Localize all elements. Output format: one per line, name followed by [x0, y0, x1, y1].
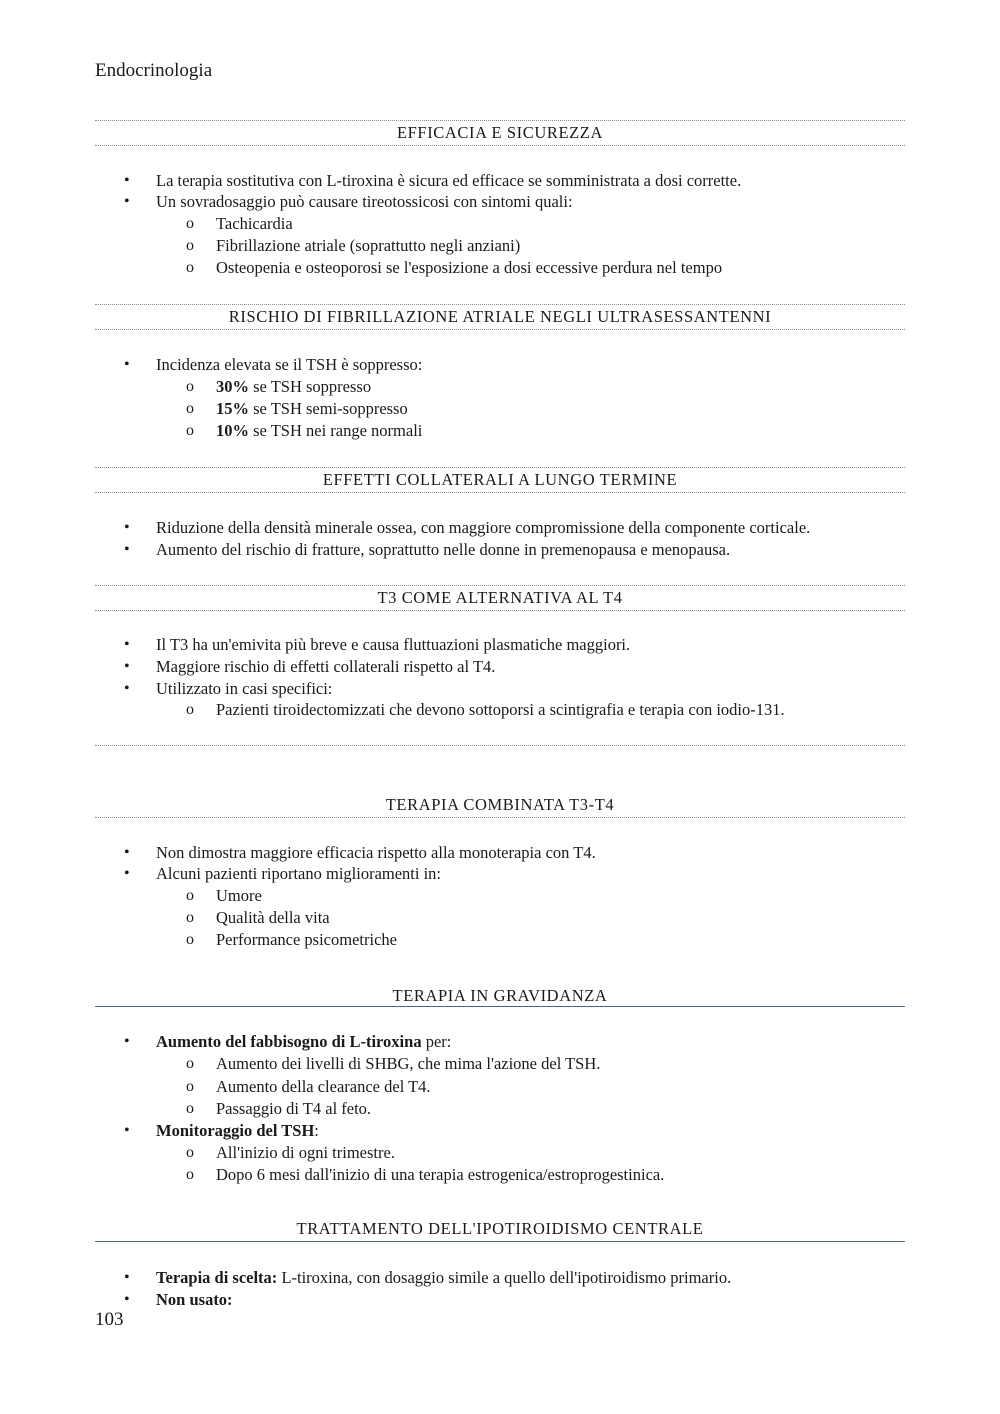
bullet-icon: •	[124, 172, 130, 189]
section-rule-bottom	[95, 329, 905, 330]
section-rule-bottom	[95, 492, 905, 493]
bold-lead: Aumento del fabbisogno di L-tiroxina	[156, 1032, 422, 1051]
bullet-icon: •	[124, 1122, 130, 1139]
sub-list-item: 15% se TSH semi-soppresso	[216, 399, 408, 418]
sub-list-item: Aumento della clearance del T4.	[216, 1077, 431, 1096]
list-item: Il T3 ha un'emivita più breve e causa fluttuazioni plasmatiche maggiori.	[156, 635, 631, 654]
sub-bullet-icon: o	[186, 259, 194, 276]
section-title: TERAPIA COMBINATA T3-T4	[385, 795, 615, 814]
bullet-icon: •	[124, 1291, 130, 1308]
sub-bullet-icon: o	[186, 1100, 194, 1117]
list-item: La terapia sostitutiva con L-tiroxina è sicura ed efficace se somministrata a dosi corrette.	[156, 171, 742, 190]
sub-list-item: Dopo 6 mesi dall'inizio di una terapia estrogenica/estroprogestinica.	[216, 1165, 665, 1184]
bullet-icon: •	[124, 658, 130, 675]
sub-list-item: All'inizio di ogni trimestre.	[216, 1143, 395, 1162]
sub-list-item: Fibrillazione atriale (soprattutto negli anziani)	[216, 236, 521, 255]
sub-bullet-icon: o	[186, 378, 194, 395]
sub-list-item: Osteopenia e osteoporosi se l'esposizione a dosi eccessive perdura nel tempo	[216, 258, 723, 277]
section-rule-top	[95, 585, 905, 586]
bullet-icon: •	[124, 1269, 130, 1286]
sub-list-item: Aumento dei livelli di SHBG, che mima l'azione del TSH.	[216, 1054, 601, 1073]
list-item: Maggiore rischio di effetti collaterali rispetto al T4.	[156, 657, 496, 676]
section-rule-bottom	[95, 145, 905, 146]
section-title: EFFETTI COLLATERALI A LUNGO TERMINE	[322, 470, 678, 489]
sub-list-item: 10% se TSH nei range normali	[216, 421, 423, 440]
bullet-icon: •	[124, 1033, 130, 1050]
section-rule-top	[95, 304, 905, 305]
section-title: T3 COME ALTERNATIVA AL T4	[377, 588, 623, 607]
section-rule	[95, 745, 905, 746]
sub-list-item: Passaggio di T4 al feto.	[216, 1099, 372, 1118]
list-item: Terapia di scelta: L-tiroxina, con dosaggio simile a quello dell'ipotiroidismo primario.	[156, 1268, 732, 1287]
section-title: TRATTAMENTO DELL'IPOTIROIDISMO CENTRALE	[296, 1219, 704, 1238]
bullet-icon: •	[124, 356, 130, 373]
bullet-icon: •	[124, 680, 130, 697]
section-rule-bottom	[95, 610, 905, 611]
section-rule-bottom	[95, 1241, 905, 1242]
list-item: Monitoraggio del TSH:	[156, 1121, 319, 1140]
sub-list-item: Performance psicometriche	[216, 930, 397, 949]
percentage-value: 15%	[216, 399, 249, 418]
sub-list-item: Umore	[216, 886, 262, 905]
list-item: Incidenza elevata se il TSH è soppresso:	[156, 355, 423, 374]
list-item: Aumento del fabbisogno di L-tiroxina per:	[156, 1032, 452, 1051]
bold-lead: Monitoraggio del TSH	[156, 1121, 315, 1140]
bullet-icon: •	[124, 636, 130, 653]
sub-bullet-icon: o	[186, 422, 194, 439]
running-title: Endocrinologia	[95, 60, 213, 81]
bullet-icon: •	[124, 865, 130, 882]
section-rule-bottom	[95, 817, 905, 818]
sub-bullet-icon: o	[186, 887, 194, 904]
sub-bullet-icon: o	[186, 1166, 194, 1183]
sub-list-item: 30% se TSH soppresso	[216, 377, 372, 396]
list-item: Alcuni pazienti riportano miglioramenti in:	[156, 864, 442, 883]
list-item: Non dimostra maggiore efficacia rispetto alla monoterapia con T4.	[156, 843, 596, 862]
list-item: Aumento del rischio di fratture, soprattutto nelle donne in premenopausa e menopausa.	[156, 540, 731, 559]
section-rule-top	[95, 467, 905, 468]
sub-list-item: Pazienti tiroidectomizzati che devono sottoporsi a scintigrafia e terapia con iodio-131.	[216, 700, 785, 719]
list-item	[156, 1290, 233, 1310]
section-rule-top	[95, 120, 905, 121]
sub-bullet-icon: o	[186, 701, 194, 718]
section-rule-bottom	[95, 1006, 905, 1007]
sub-bullet-icon: o	[186, 1078, 194, 1095]
section-title: RISCHIO DI FIBRILLAZIONE ATRIALE NEGLI ULTRASESSANTENNI	[228, 307, 772, 326]
sub-list-item: Tachicardia	[216, 214, 293, 233]
sub-bullet-icon: o	[186, 909, 194, 926]
list-item: Un sovradosaggio può causare tireotossicosi con sintomi quali:	[156, 192, 573, 211]
sub-bullet-icon: o	[186, 400, 194, 417]
sub-bullet-icon: o	[186, 1144, 194, 1161]
percentage-value: 30%	[216, 377, 249, 396]
page-number: 103	[95, 1309, 124, 1330]
list-item: Utilizzato in casi specifici:	[156, 679, 333, 698]
list-item: Riduzione della densità minerale ossea, con maggiore compromissione della componente corticale.	[156, 518, 811, 537]
bold-lead: Non usato:	[156, 1290, 233, 1309]
sub-bullet-icon: o	[186, 1055, 194, 1072]
bold-lead: Terapia di scelta:	[156, 1268, 278, 1287]
sub-bullet-icon: o	[186, 237, 194, 254]
percentage-value: 10%	[216, 421, 249, 440]
sub-bullet-icon: o	[186, 215, 194, 232]
section-title: EFFICACIA E SICUREZZA	[396, 123, 604, 142]
bullet-icon: •	[124, 519, 130, 536]
bullet-icon: •	[124, 193, 130, 210]
bullet-icon: •	[124, 844, 130, 861]
section-title: TERAPIA IN GRAVIDANZA	[392, 986, 608, 1005]
sub-bullet-icon: o	[186, 931, 194, 948]
bullet-icon: •	[124, 541, 130, 558]
sub-list-item: Qualità della vita	[216, 908, 330, 927]
